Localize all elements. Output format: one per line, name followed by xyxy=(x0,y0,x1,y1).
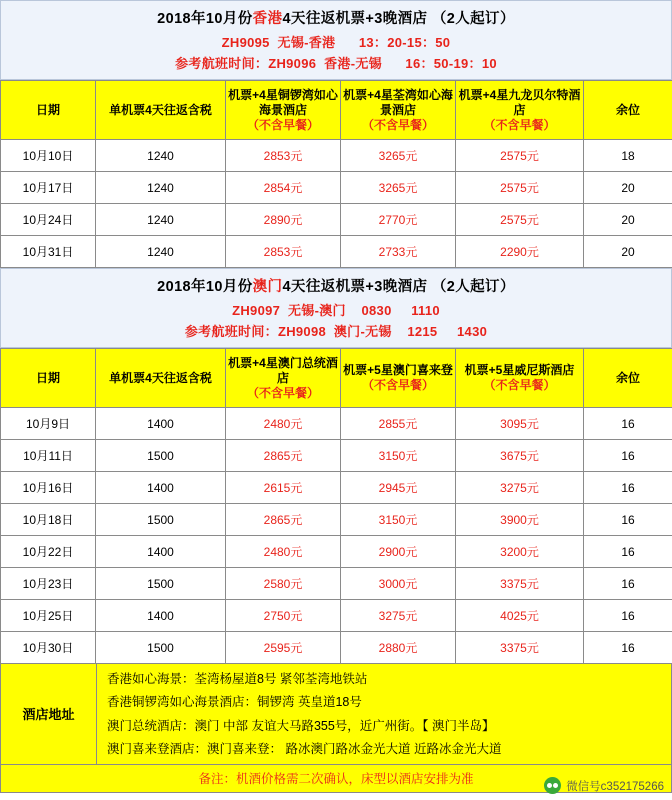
row-seats: 16 xyxy=(584,440,672,472)
row-date: 10月22日 xyxy=(1,536,96,568)
macau-col-date xyxy=(1,349,96,408)
wechat-watermark-text: 微信号c352175266 xyxy=(566,780,664,793)
hongkong-col-airfare xyxy=(96,81,226,140)
row-date: 10月31日 xyxy=(1,236,96,268)
hongkong-flight-row-2 xyxy=(1,52,671,73)
row-airfare: 1240 xyxy=(96,172,226,204)
row-airfare: 1240 xyxy=(96,204,226,236)
row-seats: 16 xyxy=(584,632,672,664)
row-hotel-1: 2865元 xyxy=(226,440,341,472)
macau-price-table xyxy=(0,348,672,664)
row-hotel-1: 2853元 xyxy=(226,140,341,172)
macau-flight-code-2: ZH9098 xyxy=(277,324,327,339)
macau-col-seats xyxy=(584,349,672,408)
hongkong-col-hotel-3-label: 机票+4星九龙贝尔特酒店 xyxy=(458,87,581,117)
hongkong-col-hotel-2-label: 机票+4星荃湾如心海景酒店 xyxy=(343,87,453,117)
macau-flight-dep-1: 0830 xyxy=(361,303,392,318)
table-row xyxy=(1,140,672,172)
row-date: 10月25日 xyxy=(1,600,96,632)
row-hotel-1: 2890元 xyxy=(226,204,341,236)
row-hotel-3: 2575元 xyxy=(456,140,584,172)
macau-flight-dep-2: 1215 xyxy=(407,324,438,339)
hongkong-title xyxy=(1,5,671,31)
table-row xyxy=(1,568,672,600)
row-hotel-2: 2900元 xyxy=(341,536,456,568)
hongkong-flight-time-label: 参考航班时间： xyxy=(175,56,269,71)
macau-col-hotel-2-label: 机票+5星澳门喜来登 xyxy=(343,363,453,377)
row-hotel-1: 2580元 xyxy=(226,568,341,600)
row-date: 10月23日 xyxy=(1,568,96,600)
row-date: 10月9日 xyxy=(1,408,96,440)
row-hotel-3: 3200元 xyxy=(456,536,584,568)
row-hotel-3: 3900元 xyxy=(456,504,584,536)
row-hotel-1: 2480元 xyxy=(226,408,341,440)
macau-flight-route-2: 澳门-无锡 xyxy=(333,324,392,339)
table-row xyxy=(1,472,672,504)
macau-col-airfare-label: 单机票4天往返含税 xyxy=(109,370,212,385)
row-airfare: 1400 xyxy=(96,472,226,504)
table-row xyxy=(1,236,672,268)
macau-title xyxy=(1,273,671,299)
wechat-icon xyxy=(544,777,561,794)
macau-flight-row-1 xyxy=(1,299,671,320)
macau-col-hotel-3-label: 机票+5星威尼斯酒店 xyxy=(464,363,575,377)
hongkong-col-seats xyxy=(584,81,672,140)
macau-col-hotel-1-sub: （不含早餐） xyxy=(246,385,319,400)
hongkong-col-hotel-3-sub: （不含早餐） xyxy=(483,117,556,132)
hongkong-col-hotel-2 xyxy=(341,81,456,140)
hongkong-col-hotel-2-sub: （不含早餐） xyxy=(361,117,434,132)
table-row xyxy=(1,172,672,204)
row-date: 10月30日 xyxy=(1,632,96,664)
hongkong-col-seats-label: 余位 xyxy=(615,102,640,117)
table-row xyxy=(1,204,672,236)
hongkong-col-airfare-label: 单机票4天往返含税 xyxy=(109,102,212,117)
row-hotel-2: 3000元 xyxy=(341,568,456,600)
row-hotel-2: 3275元 xyxy=(341,600,456,632)
macau-col-hotel-3-sub: （不含早餐） xyxy=(483,378,556,392)
macau-col-airfare xyxy=(96,349,226,408)
row-date: 10月17日 xyxy=(1,172,96,204)
table-row xyxy=(1,632,672,664)
macau-flight-row-2 xyxy=(1,320,671,341)
row-date: 10月10日 xyxy=(1,140,96,172)
macau-title-suffix: 4天往返机票+3晚酒店 （2人起订） xyxy=(282,279,515,295)
table-row xyxy=(1,504,672,536)
row-hotel-1: 2750元 xyxy=(226,600,341,632)
hongkong-flight-code-1: ZH9095 xyxy=(221,35,270,50)
hongkong-col-hotel-1 xyxy=(226,81,341,140)
hongkong-flight-row-1 xyxy=(1,31,671,52)
hongkong-flight-time-2: 16：50-19：10 xyxy=(405,56,497,71)
row-airfare: 1400 xyxy=(96,536,226,568)
macau-col-date-label: 日期 xyxy=(35,370,60,385)
hongkong-flight-time-1: 13：20-15：50 xyxy=(358,35,451,50)
row-hotel-2: 2945元 xyxy=(341,472,456,504)
row-hotel-3: 2290元 xyxy=(456,236,584,268)
hongkong-flight-code-2: ZH9096 xyxy=(268,56,317,71)
row-seats: 16 xyxy=(584,504,672,536)
row-hotel-1: 2480元 xyxy=(226,536,341,568)
table-row xyxy=(1,600,672,632)
row-airfare: 1500 xyxy=(96,440,226,472)
macau-flight-arr-1: 1110 xyxy=(411,303,440,318)
row-seats: 20 xyxy=(584,172,672,204)
macau-flight-arr-2: 1430 xyxy=(457,324,488,339)
row-date: 10月16日 xyxy=(1,472,96,504)
hongkong-col-date xyxy=(1,81,96,140)
macau-flight-time-label: 参考航班时间： xyxy=(184,324,278,339)
hongkong-title-prefix: 2018年10月份 xyxy=(157,11,253,27)
hongkong-title-destination: 香港 xyxy=(252,11,283,27)
row-hotel-2: 2770元 xyxy=(341,204,456,236)
macau-col-seats-label: 余位 xyxy=(615,370,640,385)
table-row xyxy=(1,408,672,440)
hotel-address-line-3: 澳门总统酒店：澳门 中部 友谊大马路355号，近广州街。【 澳门半岛】 xyxy=(107,718,495,733)
row-hotel-1: 2615元 xyxy=(226,472,341,504)
row-hotel-2: 2855元 xyxy=(341,408,456,440)
row-hotel-3: 2575元 xyxy=(456,204,584,236)
row-seats: 16 xyxy=(584,568,672,600)
row-hotel-2: 3265元 xyxy=(341,140,456,172)
row-seats: 20 xyxy=(584,204,672,236)
row-hotel-2: 2880元 xyxy=(341,632,456,664)
macau-col-hotel-2-sub: （不含早餐） xyxy=(361,378,434,392)
row-hotel-1: 2865元 xyxy=(226,504,341,536)
hongkong-price-table xyxy=(0,80,672,268)
macau-col-hotel-1-label: 机票+4星澳门总统酒店 xyxy=(228,355,338,385)
macau-flight-code-1: ZH9097 xyxy=(232,303,281,318)
hongkong-header-block xyxy=(0,0,672,80)
hongkong-table-header-row xyxy=(1,81,672,140)
row-airfare: 1240 xyxy=(96,140,226,172)
footer-note-prefix: 备注： xyxy=(198,771,236,786)
row-seats: 18 xyxy=(584,140,672,172)
table-row xyxy=(1,536,672,568)
row-airfare: 1500 xyxy=(96,504,226,536)
row-hotel-3: 3095元 xyxy=(456,408,584,440)
row-hotel-2: 3150元 xyxy=(341,440,456,472)
hotel-address-lines xyxy=(97,664,671,764)
hotel-address-line-1: 香港如心海景：荃湾杨屋道8号 紧邻荃湾地铁站 xyxy=(107,672,368,686)
hongkong-col-date-label: 日期 xyxy=(35,102,60,117)
hongkong-title-suffix: 4天往返机票+3晚酒店 （2人起订） xyxy=(282,11,515,27)
macau-header-block xyxy=(0,268,672,348)
macau-flight-route-1: 无锡-澳门 xyxy=(288,303,346,318)
row-airfare: 1500 xyxy=(96,632,226,664)
hongkong-col-hotel-3 xyxy=(456,81,584,140)
row-hotel-3: 4025元 xyxy=(456,600,584,632)
hongkong-col-hotel-1-sub: （不含早餐） xyxy=(246,117,319,132)
row-hotel-3: 3375元 xyxy=(456,568,584,600)
hotel-address-line-2: 香港铜锣湾如心海景酒店：铜锣湾 英皇道18号 xyxy=(107,695,362,710)
hotel-address-line-4: 澳门喜来登酒店：澳门喜来登： 路冰澳门路冰金光大道 近路冰金光大道 xyxy=(107,742,502,757)
footer-note-text: 机酒价格需二次确认，床型以酒店安排为准 xyxy=(236,771,474,786)
row-seats: 16 xyxy=(584,472,672,504)
row-date: 10月11日 xyxy=(1,440,96,472)
row-hotel-1: 2853元 xyxy=(226,236,341,268)
row-hotel-3: 2575元 xyxy=(456,172,584,204)
hongkong-flight-route-1: 无锡-香港 xyxy=(277,35,336,50)
macau-col-hotel-1 xyxy=(226,349,341,408)
row-seats: 16 xyxy=(584,408,672,440)
row-hotel-2: 3150元 xyxy=(341,504,456,536)
row-hotel-3: 3375元 xyxy=(456,632,584,664)
row-seats: 20 xyxy=(584,236,672,268)
row-hotel-2: 2733元 xyxy=(341,236,456,268)
row-date: 10月24日 xyxy=(1,204,96,236)
table-row xyxy=(1,440,672,472)
row-hotel-3: 3675元 xyxy=(456,440,584,472)
hongkong-flight-route-2: 香港-无锡 xyxy=(324,56,382,71)
wechat-watermark xyxy=(544,777,664,794)
row-airfare: 1400 xyxy=(96,408,226,440)
row-airfare: 1500 xyxy=(96,568,226,600)
row-seats: 16 xyxy=(584,600,672,632)
macau-table-header-row xyxy=(1,349,672,408)
hongkong-col-hotel-1-label: 机票+4星铜锣湾如心海景酒店 xyxy=(228,87,338,117)
row-hotel-2: 3265元 xyxy=(341,172,456,204)
row-date: 10月18日 xyxy=(1,504,96,536)
macau-title-prefix: 2018年10月份 xyxy=(157,279,253,295)
macau-title-destination: 澳门 xyxy=(252,279,283,295)
hotel-address-block xyxy=(0,664,672,765)
row-seats: 16 xyxy=(584,536,672,568)
hotel-address-label: 酒店地址 xyxy=(1,664,97,764)
row-hotel-1: 2595元 xyxy=(226,632,341,664)
row-hotel-1: 2854元 xyxy=(226,172,341,204)
row-airfare: 1240 xyxy=(96,236,226,268)
row-hotel-3: 3275元 xyxy=(456,472,584,504)
macau-col-hotel-3 xyxy=(456,349,584,408)
macau-col-hotel-2 xyxy=(341,349,456,408)
row-airfare: 1400 xyxy=(96,600,226,632)
